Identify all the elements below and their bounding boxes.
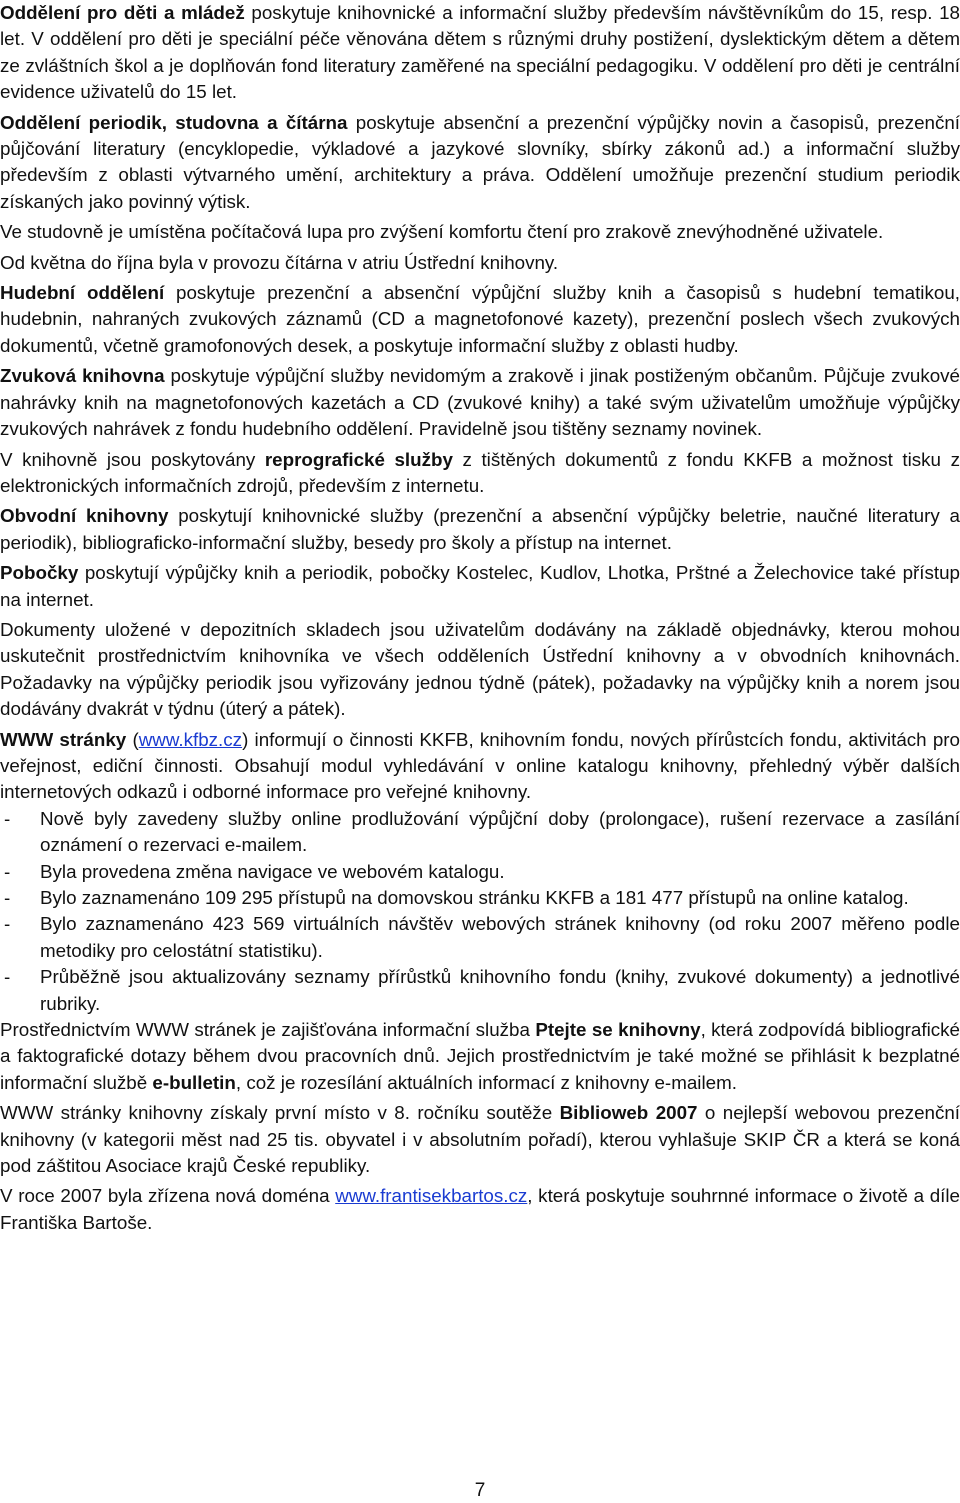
paragraph-music-department <box>0 280 960 359</box>
list-item-text: Bylo zaznamenáno 423 569 virtuálních návštěv webových stránek knihovny (od roku 2007 měřeno podle metodiky pro celostátní statistiku). <box>40 913 960 961</box>
paragraph-text: WWW stránky knihovny získaly první místo v 8. ročníku soutěže <box>0 1102 560 1124</box>
paragraph-reprographic <box>0 447 960 500</box>
list-item-text: Bylo zaznamenáno 109 295 přístupů na domovskou stránku KKFB a 181 477 přístupů na online katalog. <box>40 887 909 908</box>
paragraph-text: , která poskytuje souhrnné informace o životě a díle Františka Bartoše. <box>0 1185 960 1233</box>
list-item <box>0 859 960 885</box>
section-heading: Obvodní knihovny <box>0 505 169 527</box>
section-heading: Zvuková knihovna <box>0 365 165 387</box>
paragraph-children-department <box>0 0 960 106</box>
section-heading: reprografické služby <box>264 448 453 470</box>
www-bullet-list <box>0 806 960 1017</box>
section-heading: Oddělení periodik, studovna a čítárna <box>0 111 348 133</box>
dash-marker: - <box>4 807 11 829</box>
section-heading: Oddělení pro děti a mládež <box>0 2 245 23</box>
paragraph-www <box>0 727 960 806</box>
paragraph-text: ) informují o činnosti KKFB, knihovním fondu, nových přírůstcích fondu, aktivitách pro veřejnost, ediční činnosti. Obsahují modul vyhledávání v online katalogu knihovny, přehledný výběr dalších internetových odkazů i odborné informace pro veřejné knihovny. <box>0 728 960 803</box>
service-name: Ptejte se knihovny <box>535 1019 701 1041</box>
paragraph-depository <box>0 617 960 723</box>
paragraph-audio-library <box>0 363 960 442</box>
paragraph-text: Ve studovně je umístěna počítačová lupa pro zvýšení komfortu čtení pro zrakově znevýhodněné uživatele. <box>0 221 884 243</box>
paragraph-text: Od května do října byla v provozu čítárna v atriu Ústřední knihovny. <box>0 251 559 273</box>
dash-marker: - <box>4 887 11 908</box>
paragraph-text: z tištěných dokumentů z fondu KKFB a možnost tisku z elektronických informačních zdrojů, především z internetu. <box>0 448 960 496</box>
section-heading: Pobočky <box>0 562 79 584</box>
dash-marker: - <box>4 966 11 988</box>
frantisekbartos-link[interactable]: www.frantisekbartos.cz <box>335 1185 528 1207</box>
paragraph-text: poskytuje prezenční a absenční výpůjční služby knih a časopisů s hudební tematikou, hudebnin, nahraných zvukových záznamů (CD a magnetofonové kazety), prezenční poslech všech zvukových dokumentů, včetně gramofonových desek, a poskytuje informační služby z oblasti hudby. <box>0 282 960 356</box>
section-heading: WWW stránky <box>0 728 127 750</box>
section-heading: Hudební oddělení <box>0 282 165 304</box>
paragraph-biblioweb <box>0 1100 960 1179</box>
page-number: 7 <box>474 1480 486 1501</box>
paragraph-branches <box>0 560 960 613</box>
paragraph-text: poskytuje absenční a prezenční výpůjčky novin a časopisů, prezenční půjčování literatury (encyklopedie, výkladové a jazykové slovníky, sbírky zákonů ad.) a informační služby především z oblasti výtvarného umění, architektury a práva. Oddělení umožňuje prezenční studium periodik získaných jako povinný výtisk. <box>0 111 960 212</box>
list-item <box>0 806 960 859</box>
dash-marker: - <box>4 913 11 935</box>
list-item <box>0 885 960 911</box>
paragraph-text: o nejlepší webovou prezenční knihovny (v kategorii měst nad 25 tis. obyvatel i v absolutním pořadí), kterou vyhlašuje SKIP ČR a která se koná pod záštitou Asociace krajů České republiky. <box>0 1102 960 1177</box>
list-item-text: Nově byly zavedeny služby online prodlužování výpůjční doby (prolongace), rušení rezervace a zasílání oznámení o rezervaci e-mailem. <box>40 807 960 856</box>
paragraph-text: poskytují výpůjčky knih a periodik, pobočky Kostelec, Kudlov, Lhotka, Prštné a Želechovice také přístup na internet. <box>0 562 960 610</box>
paragraph-text: Prostřednictvím WWW stránek je zajišťována informační služba <box>0 1019 536 1041</box>
paragraph-text: poskytují knihovnické služby (prezenční a absenční výpůjčky beletrie, naučné literatury a periodik), bibliograficko-informační služby, besedy pro školy a přístup na internet. <box>0 505 960 553</box>
list-item-text: Průběžně jsou aktualizovány seznamy přírůstků knihovního fondu (knihy, zvukové dokumenty) a jednotlivé rubriky. <box>40 966 960 1014</box>
list-item <box>0 964 960 1017</box>
paragraph-text: poskytuje výpůjční služby nevidomým a zrakově i jinak postiženým občanům. Půjčuje zvukové nahrávky knih na magnetofonových kazetách a CD (zvukové knihy) a také svým uživatelům umožňuje výpůjčky zvukových nahrávek z fondu hudebního oddělení. Pravidelně jsou tištěny seznamy novinek. <box>0 365 960 440</box>
dash-marker: - <box>4 860 11 882</box>
paragraph-text: Dokumenty uložené v depozitních skladech jsou uživatelům dodávány na základě objednávky, kterou mohou uskutečnit prostřednictvím knihovníka ve všech odděleních Ústřední knihovny a v obvodních knihovnách. Požadavky na výpůjčky periodik jsou vyřizovány jednou týdně (pátek), požadavky na výpůjčky knih a norem jsou dodávány dvakrát v týdnu (úterý a pátek). <box>0 618 960 720</box>
service-name: e-bulletin <box>152 1071 236 1093</box>
paragraph-text: , která zodpovídá bibliografické a faktografické dotazy během dvou pracovních dnů. Jejich prostřednictvím je také možné se přihlásit k bezplatné informační službě <box>0 1019 960 1093</box>
paragraph-ask-library <box>0 1017 960 1096</box>
paragraph-text: ( <box>126 728 139 750</box>
award-name: Biblioweb 2007 <box>559 1102 698 1124</box>
paragraph-new-domain <box>0 1183 960 1236</box>
paragraph-district-libraries <box>0 503 960 556</box>
list-item <box>0 911 960 964</box>
paragraph-magnifier <box>0 219 960 245</box>
paragraph-text: V knihovně jsou poskytovány <box>0 448 265 470</box>
list-item-text: Byla provedena změna navigace ve webovém katalogu. <box>40 860 505 882</box>
paragraph-text: poskytuje knihovnické a informační služby především návštěvníkům do 15, resp. 18 let. V oddělení pro děti je speciální péče věnována dětem s různými druhy postižení, dyslektickým dětem a dětem ze zvláštních škol a je doplňován fond literatury zaměřené na speciální pedagogiku. V oddělení pro děti je centrální evidence uživatelů do 15 let. <box>0 2 960 103</box>
paragraph-text: , což je rozesílání aktuálních informací z knihovny e-mailem. <box>235 1071 737 1093</box>
kfbz-link[interactable]: www.kfbz.cz <box>138 728 243 750</box>
paragraph-text: V roce 2007 byla zřízena nová doména <box>0 1185 336 1207</box>
paragraph-periodicals <box>0 110 960 216</box>
paragraph-reading-room <box>0 250 960 276</box>
